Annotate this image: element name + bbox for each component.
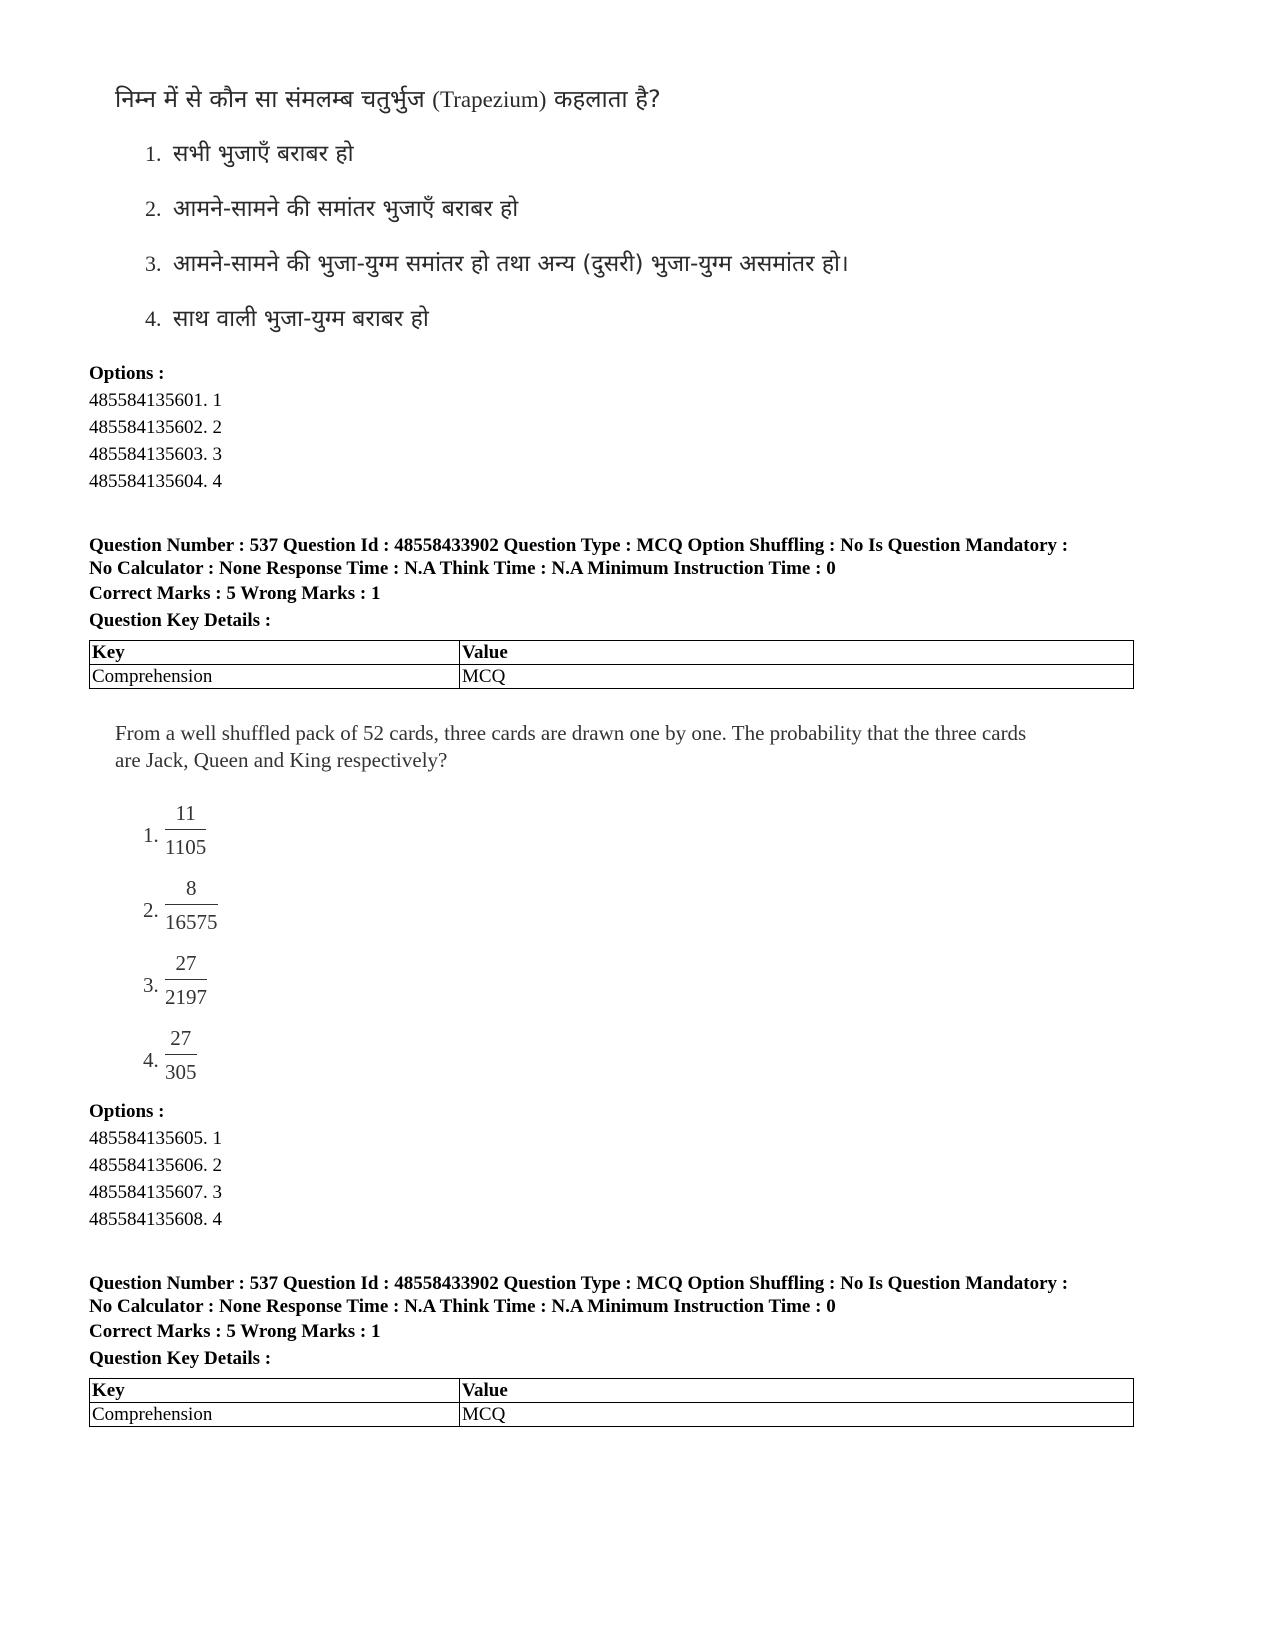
- table-header-cell: Key: [90, 1379, 460, 1403]
- question-option: [145, 302, 849, 336]
- option-number: 2.: [145, 196, 162, 221]
- table-cell: MCQ: [460, 1403, 1134, 1427]
- option-number: 4.: [143, 1048, 159, 1072]
- question-meta: [89, 534, 1149, 580]
- option-id-item: 485584135608. 4: [89, 1209, 222, 1230]
- marks-line: Correct Marks : 5 Wrong Marks : 1: [89, 583, 381, 604]
- fraction: [165, 1024, 197, 1086]
- option-text: आमने-सामने की समांतर भुजाएँ बराबर हो: [172, 196, 519, 222]
- option-text: साथ वाली भुजा-युग्म बराबर हो: [172, 306, 429, 332]
- fraction: [165, 874, 218, 936]
- option-number: 1.: [145, 141, 162, 166]
- table-header-cell: Value: [460, 1379, 1134, 1403]
- question-option: [145, 137, 849, 171]
- numerator: 27: [175, 951, 197, 975]
- options-label: Options :: [89, 1101, 165, 1122]
- key-details-label: Question Key Details :: [89, 610, 272, 631]
- numerator: 11: [175, 801, 196, 825]
- option-number: 3.: [145, 251, 162, 276]
- question-option: [145, 192, 849, 226]
- numerator: 8: [186, 876, 197, 900]
- stem-latin-term: (Trapezium): [432, 87, 547, 112]
- question-image-hindi: [115, 82, 849, 336]
- table-row: [90, 1403, 1134, 1427]
- fraction-bar: [165, 904, 218, 905]
- table-header-row: [90, 641, 1134, 665]
- key-details-label: Question Key Details :: [89, 1348, 272, 1369]
- stem-line: From a well shuffled pack of 52 cards, three cards are drawn one by one. The probability that the three cards: [115, 721, 1027, 745]
- fraction-bar: [165, 829, 206, 830]
- options-block: [89, 1098, 222, 1233]
- fraction-bar: [165, 979, 207, 980]
- option-id-item: 485584135607. 3: [89, 1182, 222, 1203]
- option-number: 1.: [143, 823, 159, 847]
- option-text: सभी भुजाएँ बराबर हो: [172, 141, 354, 167]
- question-option: [145, 247, 849, 281]
- option-id-item: 485584135601. 1: [89, 390, 222, 411]
- table-cell: MCQ: [460, 665, 1134, 689]
- option-number: 3.: [143, 973, 159, 997]
- meta-line: Question Number : 537 Question Id : 48558433902 Question Type : MCQ Option Shuffling : No Is Question Mandatory :: [89, 535, 1069, 556]
- table-row: [90, 665, 1134, 689]
- denominator: 2197: [165, 985, 207, 1009]
- stem-line: are Jack, Queen and King respectively?: [115, 748, 448, 772]
- option-id-item: 485584135605. 1: [89, 1128, 222, 1149]
- option-text: आमने-सामने की भुजा-युग्म समांतर हो तथा अन्य (दुसरी) भुजा-युग्म असमांतर हो।: [172, 251, 849, 277]
- stem-text-before: निम्न में से कौन सा संमलम्ब चतुर्भुज: [115, 85, 433, 113]
- option-id-item: 485584135603. 3: [89, 444, 222, 465]
- question-image-english: [115, 720, 1115, 1099]
- fraction-option: [143, 874, 1115, 949]
- fraction-option: [143, 949, 1115, 1024]
- table-header-cell: Value: [460, 641, 1134, 665]
- question-stem: [115, 720, 1115, 774]
- table-header-row: [90, 1379, 1134, 1403]
- key-details-table: [89, 1378, 1134, 1427]
- marks-line: Correct Marks : 5 Wrong Marks : 1: [89, 1321, 381, 1342]
- option-number: 2.: [143, 898, 159, 922]
- denominator: 16575: [165, 910, 218, 934]
- table-cell: Comprehension: [90, 1403, 460, 1427]
- fraction: [165, 799, 206, 861]
- option-id-item: 485584135604. 4: [89, 471, 222, 492]
- key-details-table: [89, 640, 1134, 689]
- table-cell: Comprehension: [90, 665, 460, 689]
- denominator: 1105: [165, 835, 207, 859]
- numerator: 27: [170, 1026, 192, 1050]
- meta-line: No Calculator : None Response Time : N.A Think Time : N.A Minimum Instruction Time : 0: [89, 558, 836, 579]
- stem-text-after: कहलाता है?: [546, 85, 661, 113]
- meta-line: No Calculator : None Response Time : N.A Think Time : N.A Minimum Instruction Time : 0: [89, 1296, 836, 1317]
- fraction-option: [143, 1024, 1115, 1099]
- option-number: 4.: [145, 306, 162, 331]
- table-header-cell: Key: [90, 641, 460, 665]
- denominator: 305: [165, 1060, 197, 1084]
- question-meta: [89, 1272, 1149, 1318]
- options-label: Options :: [89, 363, 165, 384]
- option-id-item: 485584135606. 2: [89, 1155, 222, 1176]
- fraction-option: [143, 799, 1115, 874]
- options-block: [89, 360, 222, 495]
- option-id-item: 485584135602. 2: [89, 417, 222, 438]
- meta-line: Question Number : 537 Question Id : 48558433902 Question Type : MCQ Option Shuffling : No Is Question Mandatory :: [89, 1273, 1069, 1294]
- question-stem: [115, 82, 849, 117]
- fraction-bar: [165, 1054, 197, 1055]
- fraction: [165, 949, 207, 1011]
